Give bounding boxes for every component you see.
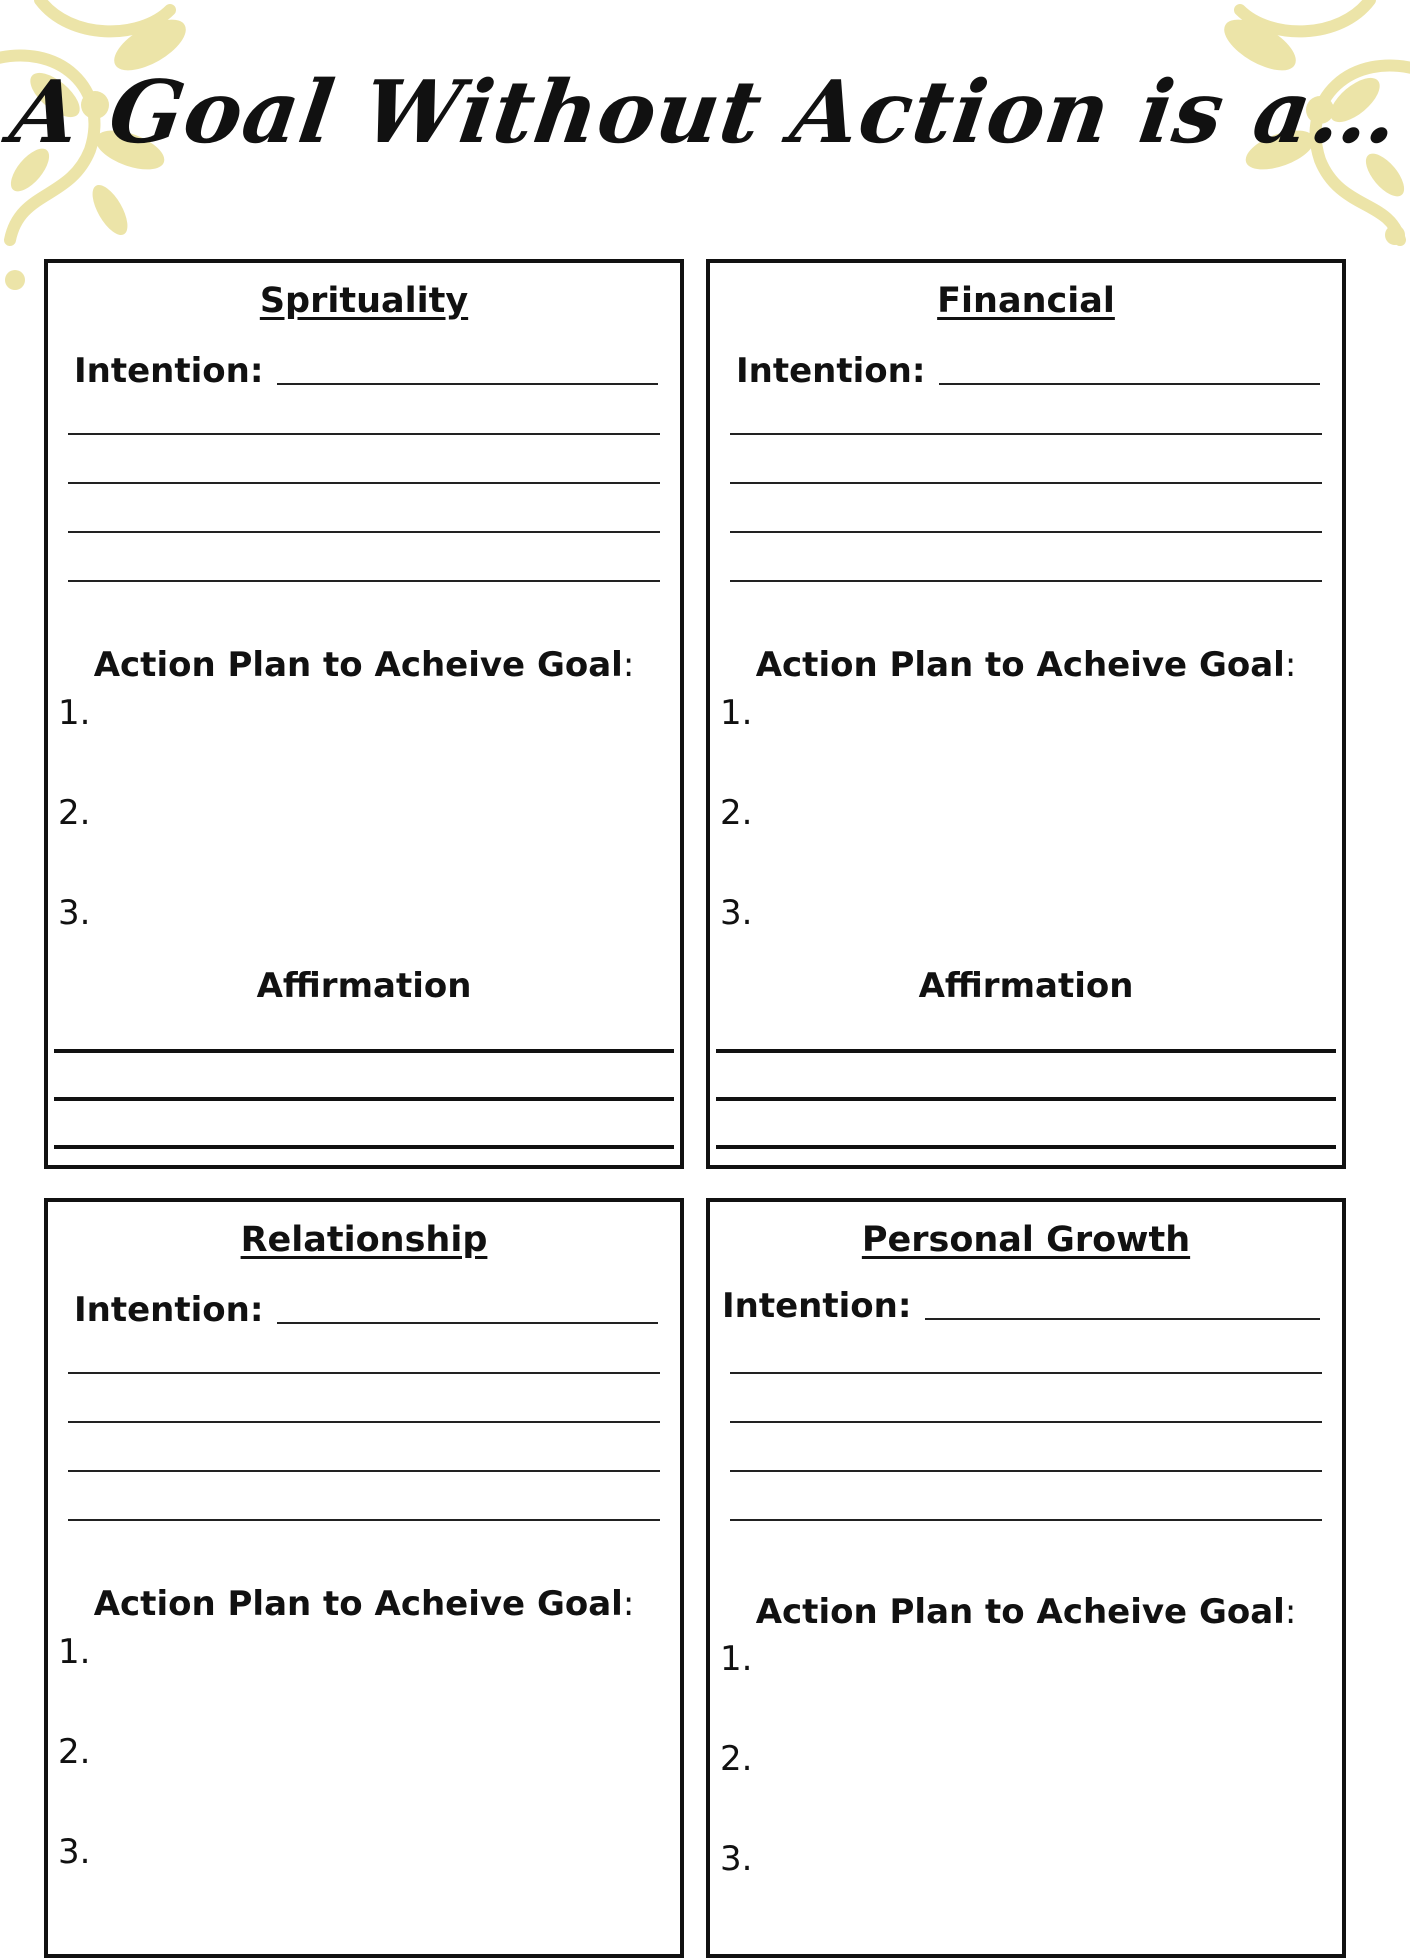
- step-number: 2.: [720, 1739, 753, 1779]
- goal-card-relationship: [44, 1198, 684, 1958]
- intention-label: Intention:: [722, 1286, 912, 1326]
- intention-blank[interactable]: [925, 1318, 1320, 1320]
- step-number: 2.: [58, 793, 91, 833]
- affirmation-line[interactable]: [54, 1145, 674, 1149]
- writing-line[interactable]: [68, 1470, 660, 1472]
- action-plan-heading: Action Plan to Acheive Goal:: [93, 1584, 635, 1624]
- intention-label: Intention:: [74, 1290, 264, 1330]
- intention-blank[interactable]: [277, 383, 658, 385]
- step-number: 2.: [58, 1732, 91, 1772]
- step-number: 1.: [58, 1632, 91, 1672]
- goal-card-financial: [706, 259, 1346, 1169]
- intention-row: [74, 351, 658, 391]
- action-plan-heading: Action Plan to Acheive Goal:: [93, 645, 635, 685]
- step-number: 1.: [58, 693, 91, 733]
- writing-line[interactable]: [730, 433, 1322, 435]
- section-heading: Relationship: [240, 1220, 488, 1260]
- step-number: 3.: [58, 1832, 91, 1872]
- action-plan-heading: Action Plan to Acheive Goal:: [755, 645, 1297, 685]
- writing-line[interactable]: [730, 1519, 1322, 1521]
- affirmation-line[interactable]: [716, 1049, 1336, 1053]
- goal-card-personal-growth: [706, 1198, 1346, 1958]
- affirmation-line[interactable]: [54, 1097, 674, 1101]
- writing-line[interactable]: [68, 482, 660, 484]
- action-plan-heading: Action Plan to Acheive Goal:: [755, 1592, 1297, 1632]
- step-number: 3.: [58, 893, 91, 933]
- intention-row: [722, 1286, 1320, 1326]
- intention-blank[interactable]: [277, 1322, 658, 1324]
- writing-line[interactable]: [68, 1519, 660, 1521]
- intention-blank[interactable]: [939, 383, 1320, 385]
- affirmation-line[interactable]: [716, 1145, 1336, 1149]
- intention-label: Intention:: [74, 351, 264, 391]
- writing-line[interactable]: [730, 1421, 1322, 1423]
- writing-line[interactable]: [730, 580, 1322, 582]
- writing-line[interactable]: [68, 1421, 660, 1423]
- writing-line[interactable]: [68, 580, 660, 582]
- goal-card-spirituality: [44, 259, 684, 1169]
- writing-line[interactable]: [68, 433, 660, 435]
- step-number: 3.: [720, 893, 753, 933]
- step-number: 1.: [720, 693, 753, 733]
- affirmation-line[interactable]: [716, 1097, 1336, 1101]
- affirmation-heading: Affirmation: [918, 966, 1134, 1006]
- writing-line[interactable]: [730, 1470, 1322, 1472]
- writing-line[interactable]: [730, 482, 1322, 484]
- writing-line[interactable]: [730, 531, 1322, 533]
- section-heading: Sprituality: [259, 281, 469, 321]
- intention-row: [736, 351, 1320, 391]
- section-heading: Personal Growth: [861, 1220, 1191, 1260]
- page-title: A Goal Without Action is a…: [4, 62, 1406, 163]
- step-number: 3.: [720, 1839, 753, 1879]
- affirmation-heading: Affirmation: [256, 966, 472, 1006]
- step-number: 1.: [720, 1639, 753, 1679]
- affirmation-line[interactable]: [54, 1049, 674, 1053]
- writing-line[interactable]: [68, 1372, 660, 1374]
- writing-line[interactable]: [730, 1372, 1322, 1374]
- intention-label: Intention:: [736, 351, 926, 391]
- step-number: 2.: [720, 793, 753, 833]
- writing-line[interactable]: [68, 531, 660, 533]
- intention-row: [74, 1290, 658, 1330]
- section-heading: Financial: [937, 281, 1115, 321]
